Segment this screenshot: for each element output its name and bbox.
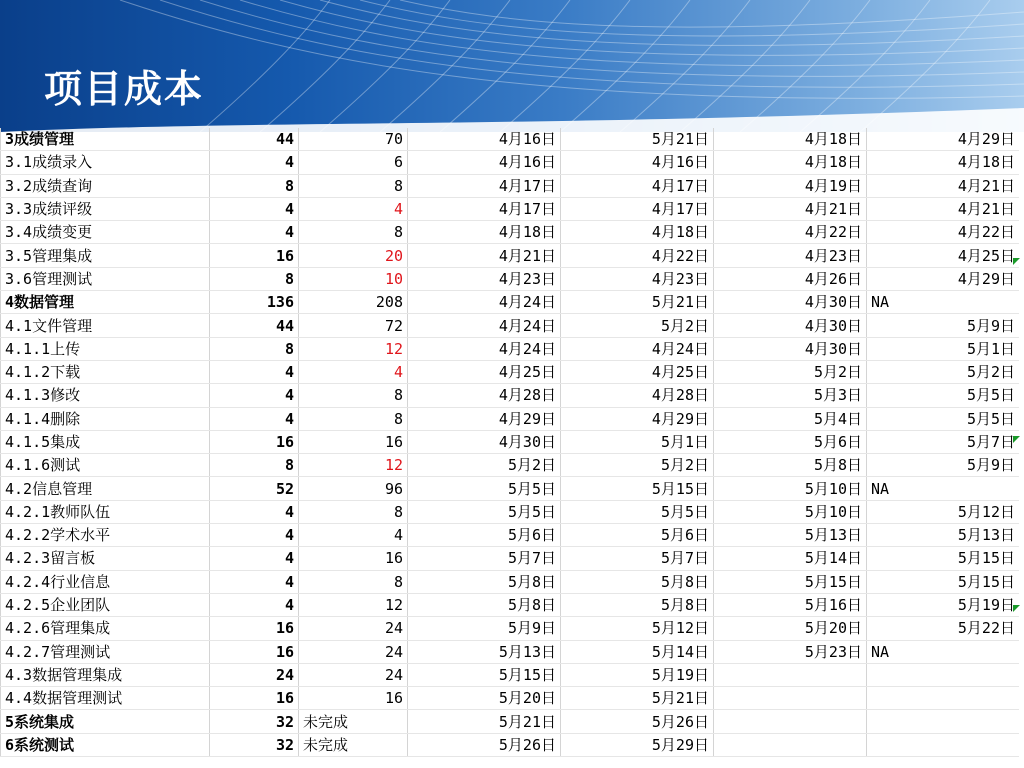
- actual-hours-cell[interactable]: 4: [299, 524, 408, 547]
- actual-start-cell[interactable]: 5月6日: [714, 430, 867, 453]
- planned-start-cell[interactable]: 4月16日: [408, 128, 561, 151]
- actual-start-cell[interactable]: 5月15日: [714, 570, 867, 593]
- task-name-cell[interactable]: 4数据管理: [1, 291, 210, 314]
- page-title: 项目成本: [44, 67, 205, 111]
- table-row: [1, 710, 1020, 733]
- table-row: [1, 687, 1020, 710]
- planned-end-cell[interactable]: 5月21日: [561, 128, 714, 151]
- table-row: [1, 547, 1020, 570]
- planned-start-cell[interactable]: 5月21日: [408, 710, 561, 733]
- planned-hours-cell[interactable]: 4: [210, 221, 299, 244]
- planned-start-cell[interactable]: 5月8日: [408, 593, 561, 616]
- actual-hours-cell[interactable]: 12: [299, 593, 408, 616]
- actual-hours-cell[interactable]: 8: [299, 384, 408, 407]
- actual-start-cell[interactable]: 5月13日: [714, 524, 867, 547]
- actual-hours-cell[interactable]: 4: [299, 360, 408, 383]
- planned-end-cell[interactable]: 4月17日: [561, 197, 714, 220]
- table-row: [1, 454, 1020, 477]
- actual-hours-cell[interactable]: 6: [299, 151, 408, 174]
- task-name-cell[interactable]: 4.2.5企业团队: [1, 593, 210, 616]
- planned-hours-cell[interactable]: 136: [210, 291, 299, 314]
- actual-end-cell[interactable]: 5月19日: [867, 593, 1020, 616]
- planned-start-cell[interactable]: 4月17日: [408, 197, 561, 220]
- actual-end-cell[interactable]: 4月25日: [867, 244, 1020, 267]
- actual-hours-cell[interactable]: 16: [299, 687, 408, 710]
- table-row: [1, 663, 1020, 686]
- planned-hours-cell[interactable]: 8: [210, 337, 299, 360]
- actual-hours-cell[interactable]: 8: [299, 174, 408, 197]
- planned-start-cell[interactable]: 4月18日: [408, 221, 561, 244]
- planned-hours-cell[interactable]: 32: [210, 733, 299, 756]
- actual-hours-cell[interactable]: 72: [299, 314, 408, 337]
- planned-start-cell[interactable]: 5月2日: [408, 454, 561, 477]
- planned-start-cell[interactable]: 5月5日: [408, 477, 561, 500]
- task-name-cell[interactable]: 4.1.5集成: [1, 430, 210, 453]
- planned-end-cell[interactable]: 5月29日: [561, 733, 714, 756]
- actual-end-cell[interactable]: 5月12日: [867, 500, 1020, 523]
- actual-end-cell[interactable]: 4月29日: [867, 128, 1020, 151]
- planned-end-cell[interactable]: 5月7日: [561, 547, 714, 570]
- planned-end-cell[interactable]: 4月25日: [561, 360, 714, 383]
- actual-start-cell[interactable]: [714, 733, 867, 756]
- actual-start-cell[interactable]: 4月30日: [714, 291, 867, 314]
- planned-start-cell[interactable]: 5月15日: [408, 663, 561, 686]
- task-name-cell[interactable]: 4.2.6管理集成: [1, 617, 210, 640]
- actual-hours-cell[interactable]: 8: [299, 500, 408, 523]
- actual-hours-cell[interactable]: 70: [299, 128, 408, 151]
- table-row: [1, 570, 1020, 593]
- table-row: [1, 640, 1020, 663]
- planned-hours-cell[interactable]: 44: [210, 128, 299, 151]
- planned-end-cell[interactable]: 4月29日: [561, 407, 714, 430]
- actual-end-cell[interactable]: 4月22日: [867, 221, 1020, 244]
- actual-start-cell[interactable]: 5月20日: [714, 617, 867, 640]
- planned-end-cell[interactable]: 4月28日: [561, 384, 714, 407]
- table-row: [1, 500, 1020, 523]
- table-row: [1, 733, 1020, 756]
- task-name-cell[interactable]: 6系统测试: [1, 733, 210, 756]
- actual-hours-cell[interactable]: 未完成: [299, 710, 408, 733]
- actual-start-cell[interactable]: 5月16日: [714, 593, 867, 616]
- table-row: [1, 314, 1020, 337]
- actual-hours-cell[interactable]: 未完成: [299, 733, 408, 756]
- planned-hours-cell[interactable]: 4: [210, 547, 299, 570]
- task-name-cell[interactable]: 4.2.7管理测试: [1, 640, 210, 663]
- table-row: [1, 407, 1020, 430]
- task-name-cell[interactable]: 4.1.3修改: [1, 384, 210, 407]
- actual-start-cell[interactable]: [714, 663, 867, 686]
- comment-marker: [1013, 436, 1020, 443]
- actual-end-cell[interactable]: NA: [867, 640, 1020, 663]
- table-row: [1, 197, 1020, 220]
- planned-hours-cell[interactable]: 52: [210, 477, 299, 500]
- table-row: [1, 337, 1020, 360]
- actual-hours-cell[interactable]: 8: [299, 221, 408, 244]
- actual-start-cell[interactable]: 5月2日: [714, 360, 867, 383]
- planned-end-cell[interactable]: 4月17日: [561, 174, 714, 197]
- actual-start-cell[interactable]: 5月10日: [714, 477, 867, 500]
- planned-end-cell[interactable]: 4月24日: [561, 337, 714, 360]
- actual-hours-cell[interactable]: 12: [299, 454, 408, 477]
- actual-end-cell[interactable]: 5月1日: [867, 337, 1020, 360]
- task-name-cell[interactable]: 4.1.2下载: [1, 360, 210, 383]
- planned-hours-cell[interactable]: 4: [210, 360, 299, 383]
- task-name-cell[interactable]: 4.3数据管理集成: [1, 663, 210, 686]
- actual-start-cell[interactable]: 4月19日: [714, 174, 867, 197]
- actual-start-cell[interactable]: 4月23日: [714, 244, 867, 267]
- actual-start-cell[interactable]: 4月30日: [714, 314, 867, 337]
- actual-end-cell[interactable]: 5月5日: [867, 407, 1020, 430]
- actual-end-cell[interactable]: 5月15日: [867, 547, 1020, 570]
- task-name-cell[interactable]: 3成绩管理: [1, 128, 210, 151]
- table-row: [1, 384, 1020, 407]
- planned-hours-cell[interactable]: 4: [210, 500, 299, 523]
- title-banner: [0, 0, 1024, 132]
- planned-start-cell[interactable]: 5月26日: [408, 733, 561, 756]
- planned-end-cell[interactable]: 4月18日: [561, 221, 714, 244]
- planned-start-cell[interactable]: 4月29日: [408, 407, 561, 430]
- planned-start-cell[interactable]: 4月28日: [408, 384, 561, 407]
- table-row: [1, 128, 1020, 151]
- planned-end-cell[interactable]: 4月23日: [561, 267, 714, 290]
- task-name-cell[interactable]: 4.2.2学术水平: [1, 524, 210, 547]
- planned-start-cell[interactable]: 5月7日: [408, 547, 561, 570]
- planned-hours-cell[interactable]: 16: [210, 430, 299, 453]
- actual-start-cell[interactable]: 4月26日: [714, 267, 867, 290]
- actual-hours-cell[interactable]: 16: [299, 547, 408, 570]
- actual-start-cell[interactable]: 4月21日: [714, 197, 867, 220]
- actual-end-cell[interactable]: [867, 687, 1020, 710]
- actual-end-cell[interactable]: 5月9日: [867, 314, 1020, 337]
- actual-end-cell[interactable]: 5月13日: [867, 524, 1020, 547]
- actual-hours-cell[interactable]: 16: [299, 430, 408, 453]
- planned-end-cell[interactable]: 5月6日: [561, 524, 714, 547]
- actual-end-cell[interactable]: [867, 663, 1020, 686]
- planned-hours-cell[interactable]: 4: [210, 407, 299, 430]
- planned-end-cell[interactable]: 5月2日: [561, 454, 714, 477]
- task-name-cell[interactable]: 3.5管理集成: [1, 244, 210, 267]
- actual-end-cell[interactable]: 4月21日: [867, 197, 1020, 220]
- planned-hours-cell[interactable]: 16: [210, 244, 299, 267]
- planned-hours-cell[interactable]: 32: [210, 710, 299, 733]
- planned-start-cell[interactable]: 4月30日: [408, 430, 561, 453]
- planned-hours-cell[interactable]: 4: [210, 593, 299, 616]
- actual-start-cell[interactable]: 5月23日: [714, 640, 867, 663]
- planned-hours-cell[interactable]: 4: [210, 570, 299, 593]
- planned-end-cell[interactable]: 5月21日: [561, 291, 714, 314]
- task-name-cell[interactable]: 5系统集成: [1, 710, 210, 733]
- task-name-cell[interactable]: 3.6管理测试: [1, 267, 210, 290]
- actual-end-cell[interactable]: 5月2日: [867, 360, 1020, 383]
- actual-end-cell[interactable]: [867, 710, 1020, 733]
- task-name-cell[interactable]: 4.2.4行业信息: [1, 570, 210, 593]
- task-name-cell[interactable]: 4.1.6测试: [1, 454, 210, 477]
- actual-hours-cell[interactable]: 24: [299, 663, 408, 686]
- planned-hours-cell[interactable]: 4: [210, 524, 299, 547]
- planned-end-cell[interactable]: 5月14日: [561, 640, 714, 663]
- planned-hours-cell[interactable]: 8: [210, 174, 299, 197]
- table-row: [1, 221, 1020, 244]
- planned-start-cell[interactable]: 4月24日: [408, 291, 561, 314]
- actual-start-cell[interactable]: 5月4日: [714, 407, 867, 430]
- planned-start-cell[interactable]: 4月21日: [408, 244, 561, 267]
- actual-hours-cell[interactable]: 208: [299, 291, 408, 314]
- actual-start-cell[interactable]: [714, 687, 867, 710]
- planned-hours-cell[interactable]: 16: [210, 617, 299, 640]
- planned-hours-cell[interactable]: 4: [210, 197, 299, 220]
- table-row: [1, 593, 1020, 616]
- table-row: [1, 267, 1020, 290]
- planned-start-cell[interactable]: 4月24日: [408, 337, 561, 360]
- planned-start-cell[interactable]: 4月17日: [408, 174, 561, 197]
- planned-end-cell[interactable]: 5月2日: [561, 314, 714, 337]
- planned-start-cell[interactable]: 5月9日: [408, 617, 561, 640]
- task-name-cell[interactable]: 3.4成绩变更: [1, 221, 210, 244]
- planned-hours-cell[interactable]: 4: [210, 384, 299, 407]
- planned-end-cell[interactable]: 5月12日: [561, 617, 714, 640]
- planned-start-cell[interactable]: 5月8日: [408, 570, 561, 593]
- table-row: [1, 524, 1020, 547]
- planned-end-cell[interactable]: 5月19日: [561, 663, 714, 686]
- planned-start-cell[interactable]: 4月25日: [408, 360, 561, 383]
- table-row: [1, 174, 1020, 197]
- actual-start-cell[interactable]: 5月8日: [714, 454, 867, 477]
- table-row: [1, 244, 1020, 267]
- planned-start-cell[interactable]: 5月13日: [408, 640, 561, 663]
- actual-start-cell[interactable]: 4月18日: [714, 128, 867, 151]
- task-name-cell[interactable]: 4.1.1上传: [1, 337, 210, 360]
- planned-end-cell[interactable]: 4月16日: [561, 151, 714, 174]
- planned-end-cell[interactable]: 5月15日: [561, 477, 714, 500]
- planned-hours-cell[interactable]: 8: [210, 454, 299, 477]
- table-row: [1, 617, 1020, 640]
- actual-hours-cell[interactable]: 12: [299, 337, 408, 360]
- task-name-cell[interactable]: 3.2成绩查询: [1, 174, 210, 197]
- actual-end-cell[interactable]: 5月15日: [867, 570, 1020, 593]
- actual-start-cell[interactable]: 5月10日: [714, 500, 867, 523]
- actual-hours-cell[interactable]: 8: [299, 570, 408, 593]
- task-name-cell[interactable]: 4.1.4删除: [1, 407, 210, 430]
- planned-end-cell[interactable]: 5月8日: [561, 570, 714, 593]
- actual-hours-cell[interactable]: 10: [299, 267, 408, 290]
- planned-hours-cell[interactable]: 8: [210, 267, 299, 290]
- task-name-cell[interactable]: 4.2信息管理: [1, 477, 210, 500]
- actual-end-cell[interactable]: 4月29日: [867, 267, 1020, 290]
- task-name-cell[interactable]: 4.1文件管理: [1, 314, 210, 337]
- task-name-cell[interactable]: 4.4数据管理测试: [1, 687, 210, 710]
- actual-start-cell[interactable]: 4月30日: [714, 337, 867, 360]
- actual-start-cell[interactable]: 5月14日: [714, 547, 867, 570]
- actual-end-cell[interactable]: 4月18日: [867, 151, 1020, 174]
- table-row: [1, 430, 1020, 453]
- comment-marker: [1013, 605, 1020, 612]
- actual-end-cell[interactable]: NA: [867, 477, 1020, 500]
- actual-hours-cell[interactable]: 4: [299, 197, 408, 220]
- task-name-cell[interactable]: 4.2.1教师队伍: [1, 500, 210, 523]
- actual-start-cell[interactable]: 4月18日: [714, 151, 867, 174]
- actual-hours-cell[interactable]: 8: [299, 407, 408, 430]
- actual-start-cell[interactable]: 4月22日: [714, 221, 867, 244]
- actual-hours-cell[interactable]: 24: [299, 640, 408, 663]
- planned-end-cell[interactable]: 5月1日: [561, 430, 714, 453]
- comment-marker: [1013, 258, 1020, 265]
- table-row: [1, 151, 1020, 174]
- planned-start-cell[interactable]: 4月24日: [408, 314, 561, 337]
- actual-end-cell[interactable]: 5月5日: [867, 384, 1020, 407]
- planned-start-cell[interactable]: 4月16日: [408, 151, 561, 174]
- actual-hours-cell[interactable]: 20: [299, 244, 408, 267]
- planned-hours-cell[interactable]: 16: [210, 640, 299, 663]
- actual-end-cell[interactable]: 5月9日: [867, 454, 1020, 477]
- planned-end-cell[interactable]: 5月5日: [561, 500, 714, 523]
- planned-start-cell[interactable]: 5月5日: [408, 500, 561, 523]
- planned-end-cell[interactable]: 5月8日: [561, 593, 714, 616]
- task-name-cell[interactable]: 4.2.3留言板: [1, 547, 210, 570]
- planned-end-cell[interactable]: 4月22日: [561, 244, 714, 267]
- planned-hours-cell[interactable]: 44: [210, 314, 299, 337]
- actual-end-cell[interactable]: NA: [867, 291, 1020, 314]
- actual-end-cell[interactable]: [867, 733, 1020, 756]
- actual-hours-cell[interactable]: 24: [299, 617, 408, 640]
- planned-hours-cell[interactable]: 16: [210, 687, 299, 710]
- actual-end-cell[interactable]: 4月21日: [867, 174, 1020, 197]
- table-row: [1, 360, 1020, 383]
- planned-start-cell[interactable]: 4月23日: [408, 267, 561, 290]
- cost-table: [0, 128, 1019, 757]
- task-name-cell[interactable]: 3.1成绩录入: [1, 151, 210, 174]
- planned-end-cell[interactable]: 5月21日: [561, 687, 714, 710]
- planned-hours-cell[interactable]: 4: [210, 151, 299, 174]
- actual-start-cell[interactable]: [714, 710, 867, 733]
- table-row: [1, 291, 1020, 314]
- task-name-cell[interactable]: 3.3成绩评级: [1, 197, 210, 220]
- table-row: [1, 477, 1020, 500]
- planned-start-cell[interactable]: 5月20日: [408, 687, 561, 710]
- planned-end-cell[interactable]: 5月26日: [561, 710, 714, 733]
- planned-hours-cell[interactable]: 24: [210, 663, 299, 686]
- planned-start-cell[interactable]: 5月6日: [408, 524, 561, 547]
- actual-end-cell[interactable]: 5月7日: [867, 430, 1020, 453]
- actual-end-cell[interactable]: 5月22日: [867, 617, 1020, 640]
- actual-start-cell[interactable]: 5月3日: [714, 384, 867, 407]
- actual-hours-cell[interactable]: 96: [299, 477, 408, 500]
